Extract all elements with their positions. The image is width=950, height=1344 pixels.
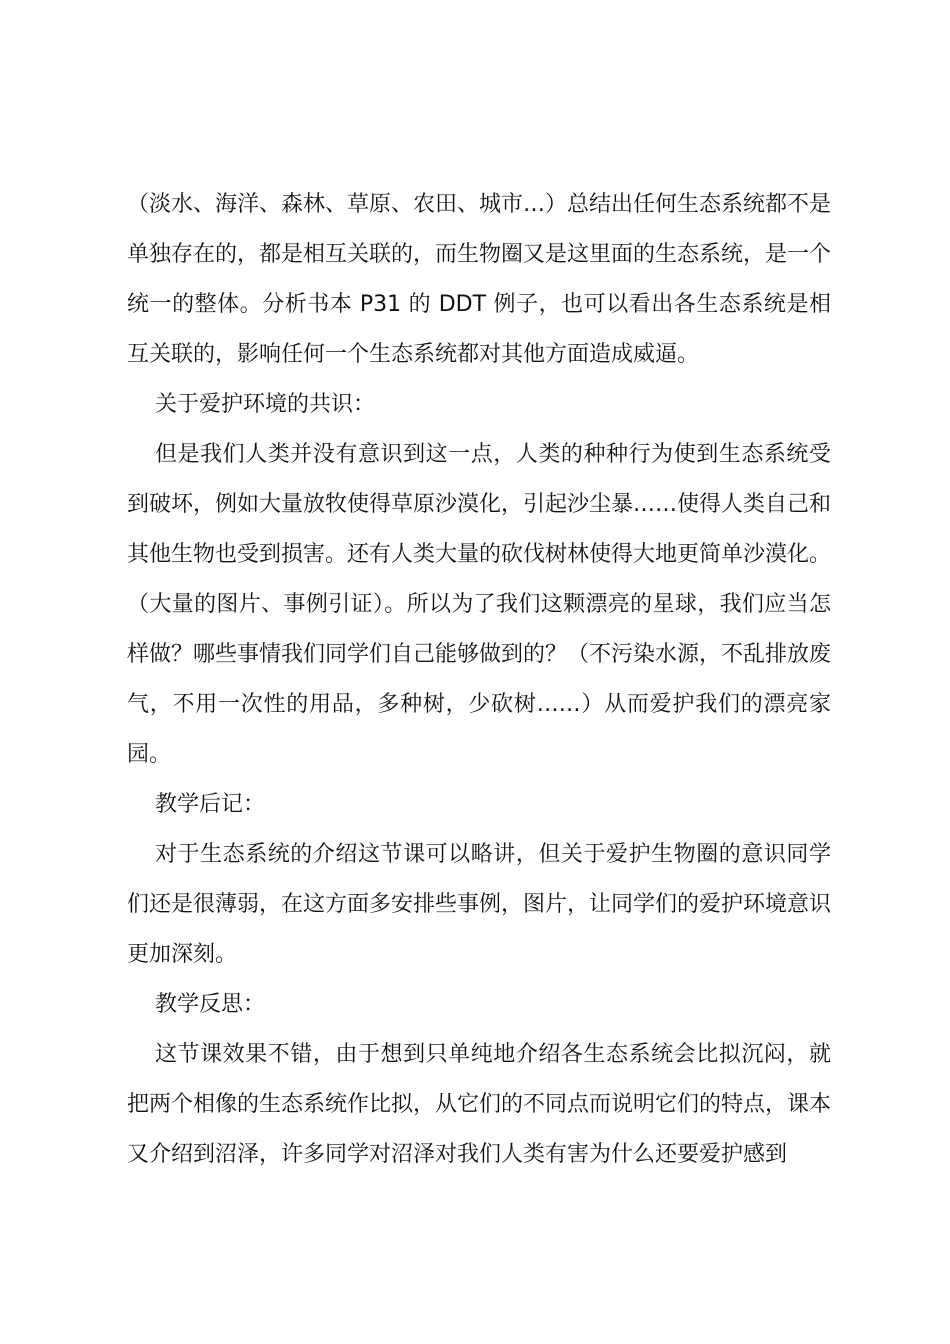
paragraph-teaching-reflection: 这节课效果不错，由于想到只单纯地介绍各生态系统会比拟沉闷，就把两个相像的生态系统作比拟，从它们的不同点而说明它们的特点，课本又介绍到沼泽，许多同学对沼泽对我们人类有害为什么还要爱护感到: [127, 1042, 832, 1167]
paragraph-human-impact: 但是我们人类并没有意识到这一点，人类的种种行为使到生态系统受到破坏，例如大量放牧使得草原沙漠化，引起沙尘暴……使得人类自己和其他生物也受到损害。还有人类大量的砍伐树林使得大地更简单沙漠化。（大量的图片、事例引证）。所以为了我们这颗漂亮的星球，我们应当怎样做？哪些事情我们同学们自己能够做到的？（不污染水源，不乱排放废气，不用一次性的用品，多种树，少砍树……）从而爱护我们的漂亮家园。: [127, 442, 832, 767]
document-page: [127, 180, 831, 1180]
heading-teaching-notes: 教学后记：: [155, 792, 266, 817]
heading-teaching-reflection: 教学反思：: [155, 992, 266, 1017]
heading-environment-consensus: 关于爱护环境的共识：: [155, 392, 376, 417]
paragraph-ecosystem-relation: （淡水、海洋、森林、草原、农田、城市…）总结出任何生态系统都不是单独存在的，都是相互关联的，而生物圈又是这里面的生态系统，是一个统一的整体。分析书本 P31 的 DDT 例子，也可以看出各生态系统是相互关联的，影响任何一个生态系统都对其他方面造成威逼。: [127, 192, 832, 367]
paragraph-teaching-notes: 对于生态系统的介绍这节课可以略讲，但关于爱护生物圈的意识同学们还是很薄弱，在这方面多安排些事例，图片，让同学们的爱护环境意识更加深刻。: [127, 842, 832, 967]
